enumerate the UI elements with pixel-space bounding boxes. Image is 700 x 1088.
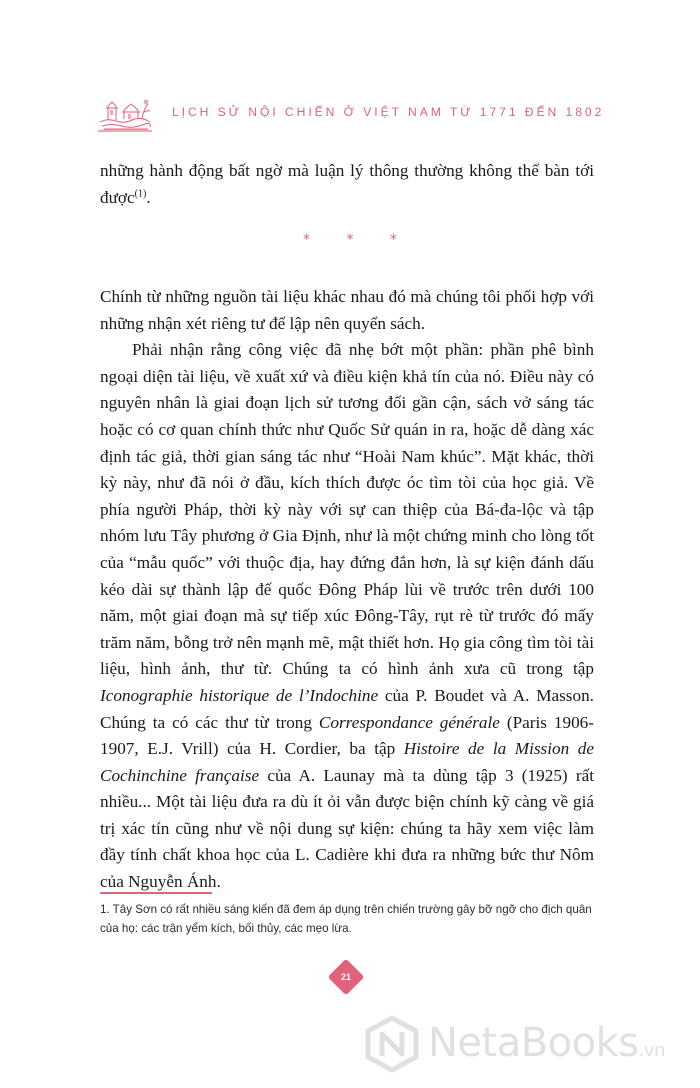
paragraph-2-text-1: Phải nhận rằng công việc đã nhẹ bớt một phần: phần phê bình ngoại diện tài liệu, về xuất xứ và điều kiện khả tín của nó. Điều này có nguyên nhân là giai đoạn lịch sử tương đối gần cận, sách vở sáng tác hoặc có cơ quan chính thức như Quốc Sử quán in ra, hoặc dễ dàng xác định tác giả, thời gian sáng tác như “Hoài Nam khúc”. Mặt khác, thời kỳ này, như đã nói ở đầu, kích thích được óc tìm tòi của học giả. Về phía người Pháp, thời kỳ này với sự can thiệp của Bá-đa-lộc và tập nhóm lưu Tây phương ở Gia Định, như là một chứng minh cho lòng tốt của “mẫu quốc” với thuộc địa, hay đứng đắn hơn, là sự kiện đánh dấu kéo dài sự thành lập đế quốc Đông Pháp lùi về trước trên dưới 100 năm, một giai đoạn mà sự tiếp xúc Đông-Tây, rụt rè từ trước đó mấy trăm năm, bỗng trở nên mạnh mẽ, mật thiết hơn. Họ gia công tìm tòi tài liệu, hình ảnh, thư từ. Chúng ta có hình ảnh xưa cũ trong tập <box>100 340 594 679</box>
paragraph-1: Chính từ những nguồn tài liệu khác nhau đó mà chúng tôi phối hợp với những nhận xét riêng tư để lập nên quyển sách. <box>100 287 594 333</box>
paragraph-2-text-4: của A. Launay mà ta dùng tập 3 (1925) rất nhiều... Một tài liệu đưa ra dù ít ỏi vẫn được biện chính kỹ càng về giá trị xác tín cũng như về nội dung sự kiện: chúng ta hãy xem việc làm đầy tính chất khoa học của L. Cadière khi đưa ra những bức thư Nôm của Nguyễn Ánh. <box>100 765 595 892</box>
landscape-vignette-icon <box>98 92 152 132</box>
continued-paragraph-end: . <box>146 187 151 207</box>
footnote-divider <box>100 892 212 894</box>
continued-paragraph-text: những hành động bất ngờ mà luận lý thông thường không thể bàn tới được <box>100 161 594 207</box>
footnote: 1. Tây Sơn có rất nhiều sáng kiến đã đem áp dụng trên chiến trường gây bỡ ngỡ cho địch quân của họ: các trận yểm kích, bối thủy, các mẹo lừa. <box>100 903 592 935</box>
page-number-badge <box>328 959 365 996</box>
watermark-text <box>428 1020 665 1066</box>
netabooks-logo-icon <box>362 1014 422 1074</box>
watermark <box>362 1012 692 1076</box>
footnote-reference[interactable]: (1) <box>134 187 147 199</box>
paragraph-2-text-3: (Paris 1906-1907, E.J. Vrill) của H. Cordier, ba tập <box>100 712 594 759</box>
book-title-iconographie: Iconographie historique de l’Indochine <box>100 685 379 705</box>
main-body <box>100 284 594 896</box>
section-separator: * * * <box>303 232 413 248</box>
page-number: 21 <box>340 972 351 982</box>
book-title-correspondance: Correspondance générale <box>318 712 500 732</box>
watermark-brand: NetaBooks <box>428 1020 639 1066</box>
continued-paragraph <box>100 158 594 211</box>
book-title-histoire-mission: Histoire de la Mission de Cochinchine française <box>100 739 594 785</box>
paragraph-2-text-2: của P. Boudet và A. Masson. Chúng ta có các thư từ trong <box>100 685 594 732</box>
header-title: LỊCH SỬ NỘI CHIẾN Ở VIỆT NAM TỪ 1771 ĐẾN 1802 <box>172 105 605 119</box>
watermark-suffix: .vn <box>638 1040 665 1061</box>
paragraph-2 <box>100 337 594 895</box>
running-header <box>98 92 608 136</box>
